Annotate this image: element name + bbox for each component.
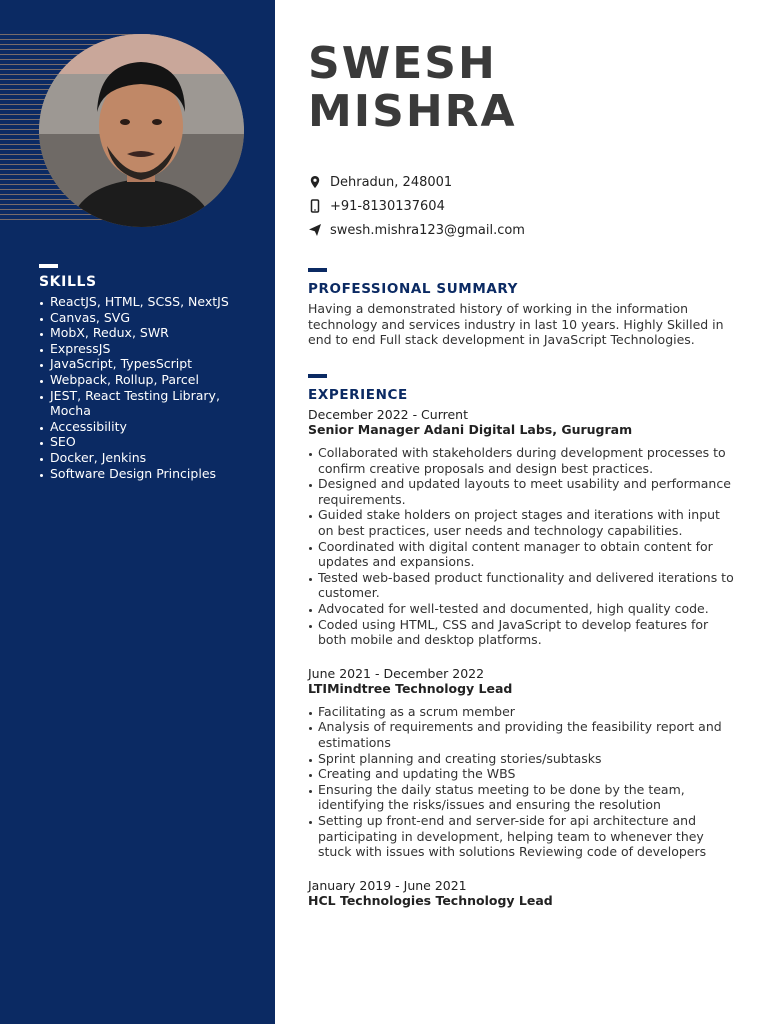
skills-divider — [39, 264, 58, 268]
summary-heading: PROFESSIONAL SUMMARY — [308, 281, 519, 297]
job-bullet: Guided stake holders on project stages and iterations with input on best practices, user needs and technology capabilities. — [308, 507, 738, 538]
location-pin-icon — [308, 175, 322, 189]
job-entry — [308, 407, 738, 648]
job-title: HCL Technologies Technology Lead — [308, 893, 553, 909]
job-bullet: Setting up front-end and server-side for api architecture and participating in development, helping team to whenever they stuck with issues with solutions Reviewing code of developers — [308, 813, 738, 860]
contact-phone — [308, 194, 738, 218]
job-bullet: Facilitating as a scrum member — [308, 704, 738, 720]
job-bullet: Ensuring the daily status meeting to be done by the team, identifying the risks/issues and ensuring the resolution — [308, 782, 738, 813]
last-name: MISHRA — [308, 86, 517, 137]
job-bullet: Advocated for well-tested and documented, high quality code. — [308, 601, 738, 617]
experience-divider — [308, 374, 327, 378]
skill-item: JavaScript, TypesScript — [39, 356, 249, 372]
skill-item: Docker, Jenkins — [39, 450, 249, 466]
skills-list — [39, 294, 249, 481]
profile-photo — [39, 34, 244, 227]
experience-heading: EXPERIENCE — [308, 386, 408, 403]
job-bullets — [308, 445, 738, 648]
job-bullet: Coded using HTML, CSS and JavaScript to develop features for both mobile and desktop platforms. — [308, 617, 738, 648]
first-name: SWESH — [308, 38, 497, 89]
candidate-name — [308, 40, 738, 136]
experience-section — [308, 374, 738, 909]
skill-item: Canvas, SVG — [39, 310, 249, 326]
job-bullet: Coordinated with digital content manager to obtain content for updates and expansions. — [308, 539, 738, 570]
mobile-phone-icon — [308, 199, 322, 213]
skills-section — [39, 264, 249, 481]
sidebar — [0, 0, 275, 1024]
skill-item: MobX, Redux, SWR — [39, 325, 249, 341]
job-entry — [308, 666, 738, 860]
job-bullets — [308, 704, 738, 860]
email-link[interactable]: swesh.mishra123@gmail.com — [330, 222, 525, 238]
job-bullet: Tested web-based product functionality and delivered iterations to customer. — [308, 570, 738, 601]
main-content — [308, 40, 738, 921]
job-bullet: Analysis of requirements and providing the feasibility report and estimations — [308, 719, 738, 750]
phone-text[interactable]: +91-8130137604 — [330, 198, 445, 214]
skill-item: JEST, React Testing Library, Mocha — [39, 388, 249, 419]
job-bullet: Sprint planning and creating stories/subtasks — [308, 751, 738, 767]
skill-item: Webpack, Rollup, Parcel — [39, 372, 249, 388]
job-title: LTIMindtree Technology Lead — [308, 681, 513, 697]
job-dates: January 2019 - June 2021 — [308, 877, 467, 893]
job-bullet: Collaborated with stakeholders during development processes to confirm creative proposals and design best practices. — [308, 445, 738, 476]
skill-item: Accessibility — [39, 419, 249, 435]
location-text: Dehradun, 248001 — [330, 174, 453, 190]
contact-info — [308, 170, 738, 242]
summary-text: Having a demonstrated history of working in the information technology and services industry in last 10 years. Highly Skilled in end to end Full stack development in JavaScript Technologies. — [308, 301, 724, 348]
job-dates: June 2021 - December 2022 — [308, 665, 485, 681]
job-dates: December 2022 - Current — [308, 406, 469, 422]
contact-location — [308, 170, 738, 194]
job-bullet: Designed and updated layouts to meet usability and performance requirements. — [308, 476, 738, 507]
summary-section — [308, 268, 738, 348]
job-bullet: Creating and updating the WBS — [308, 766, 738, 782]
skills-heading: SKILLS — [39, 274, 97, 290]
skill-item: ReactJS, HTML, SCSS, NextJS — [39, 294, 249, 310]
skill-item: SEO — [39, 434, 249, 450]
skill-item: ExpressJS — [39, 341, 249, 357]
contact-email — [308, 218, 738, 242]
skill-item: Software Design Principles — [39, 466, 249, 482]
job-title: Senior Manager Adani Digital Labs, Gurugram — [308, 422, 633, 438]
job-entry — [308, 878, 738, 909]
send-paper-plane-icon — [308, 223, 322, 237]
summary-divider — [308, 268, 327, 272]
